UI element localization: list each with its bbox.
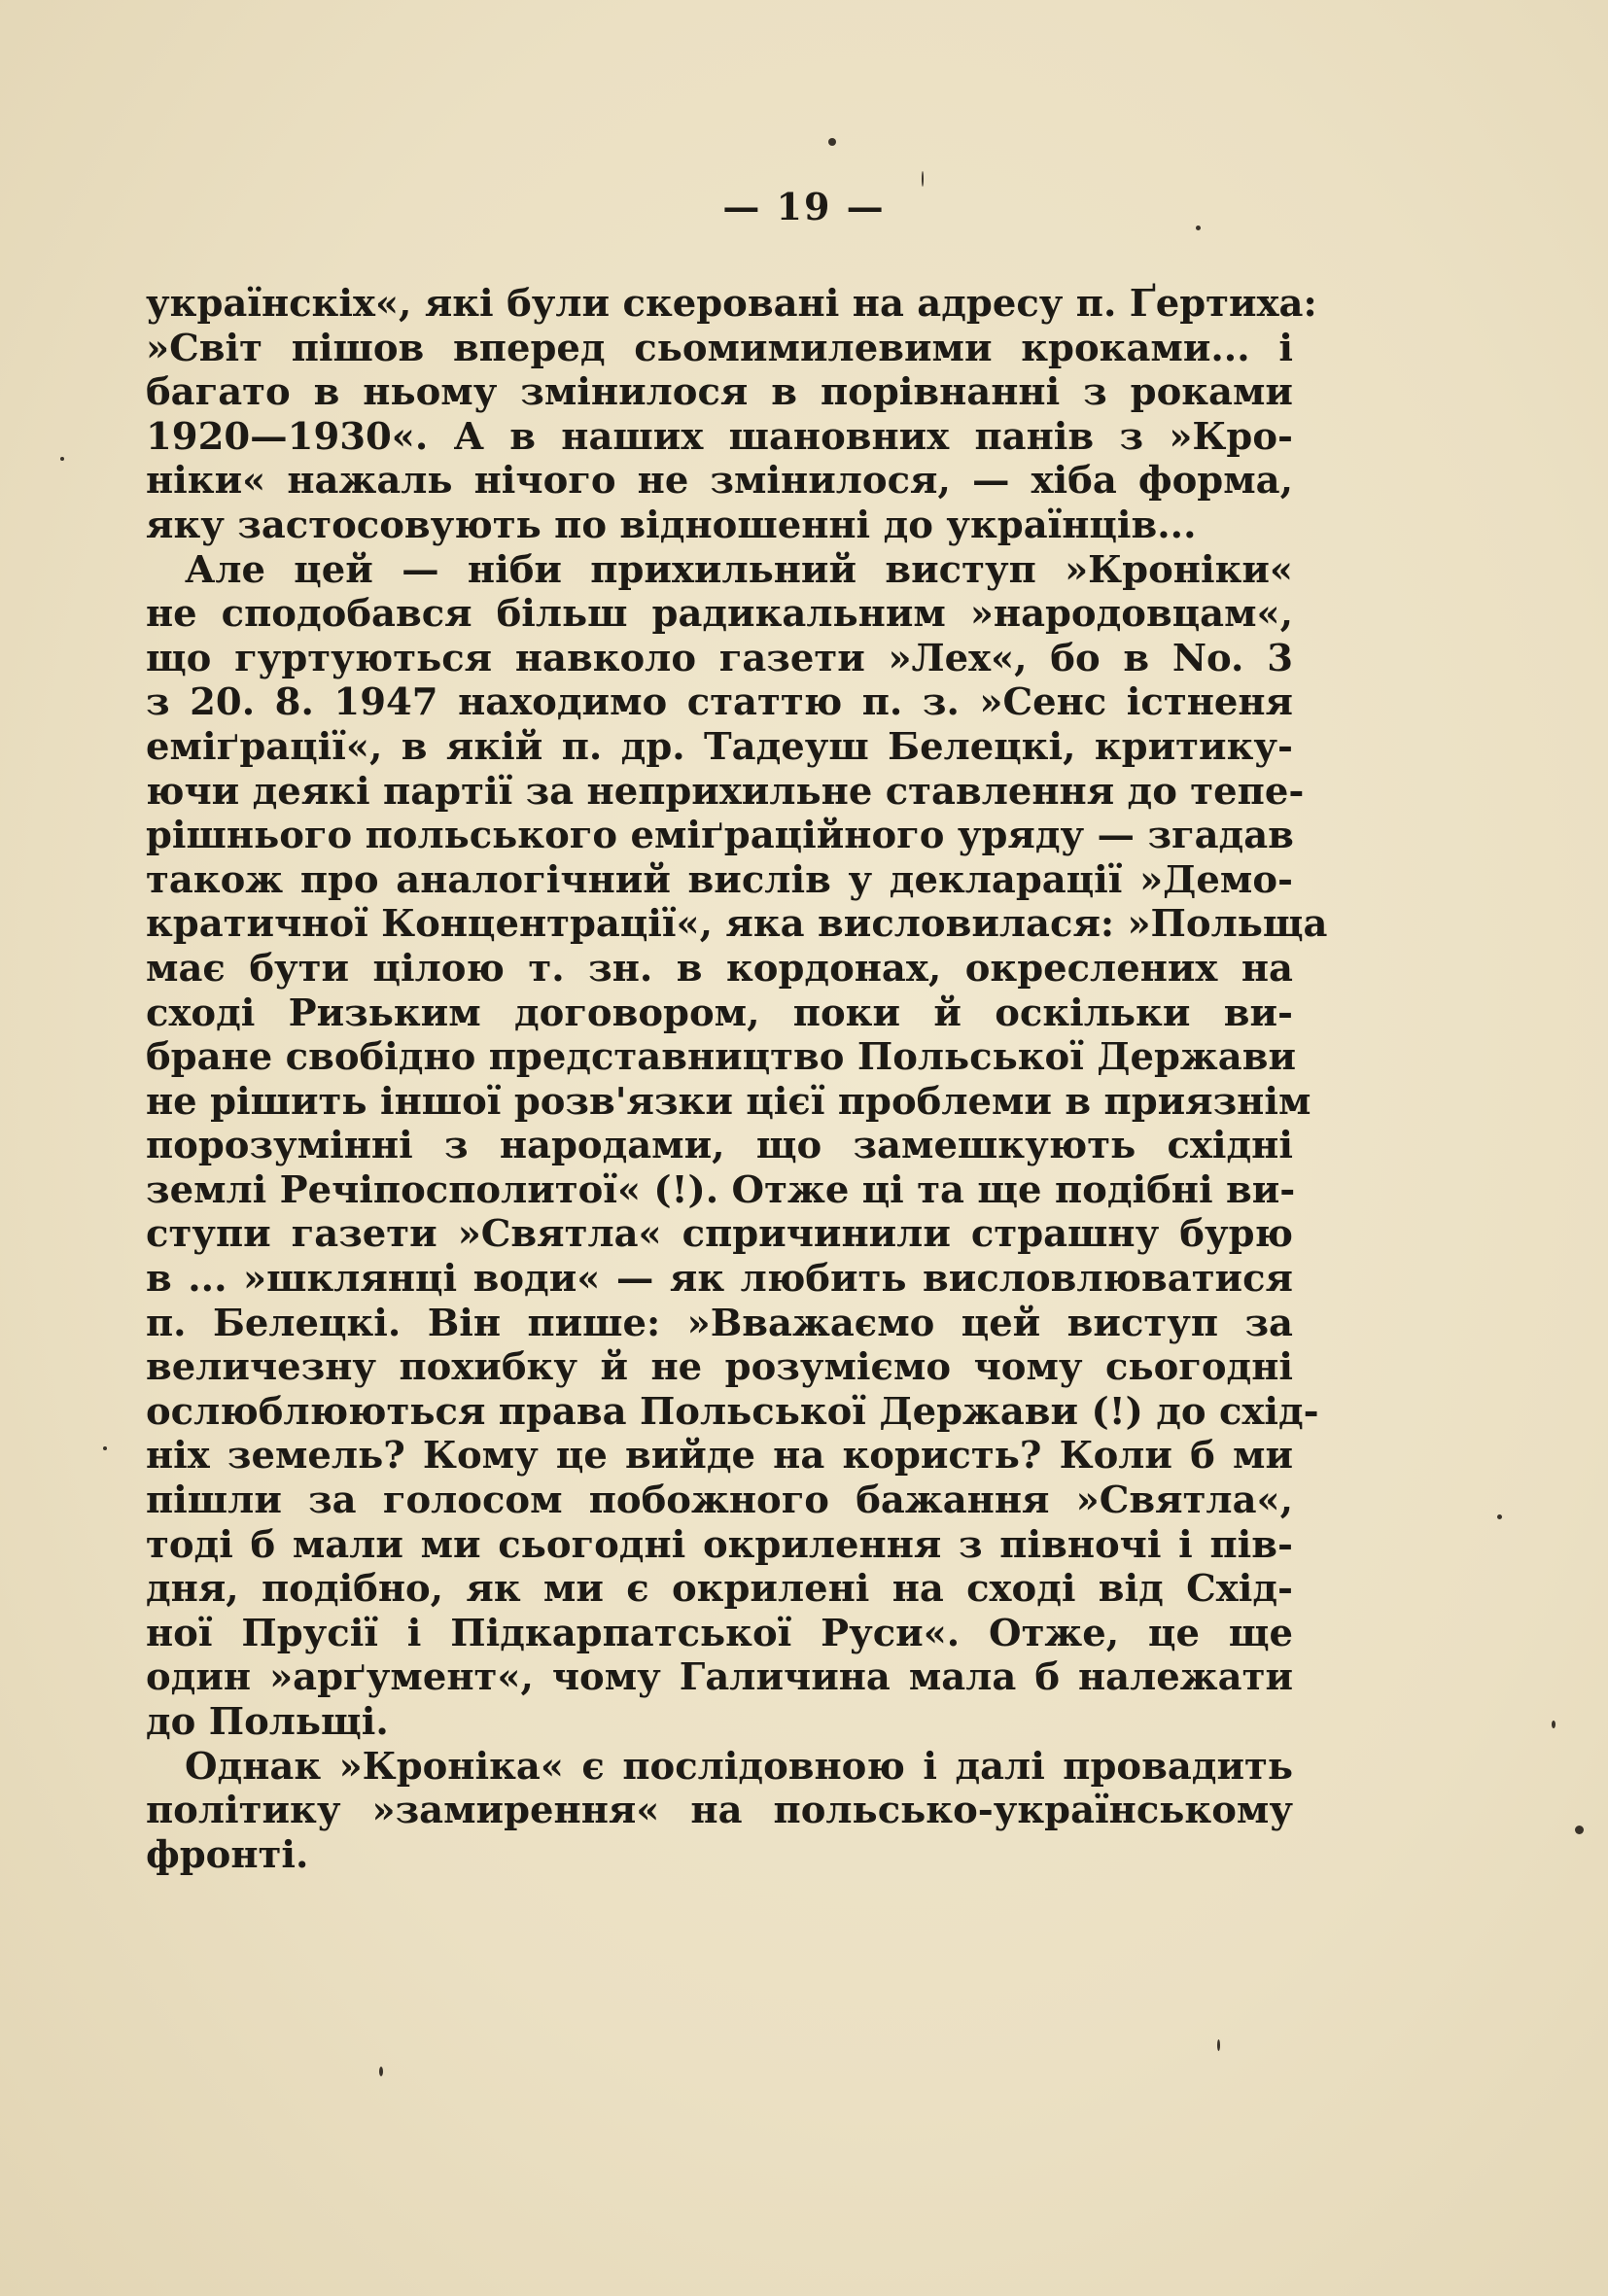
text-line: кратичної Концентрації«, яка висловилася: »Польща xyxy=(146,902,1328,947)
body-text xyxy=(146,282,1328,1877)
paragraph-1 xyxy=(146,282,1317,548)
paper-speck xyxy=(103,1446,107,1450)
text-line: ної Прусії і Підкарпатської Руси«. Отже, це ще xyxy=(146,1611,1293,1655)
text-line: бране свобідно представництво Польської Держави xyxy=(146,1035,1297,1080)
text-line: один »арґумент«, чому Галичина мала б належати xyxy=(146,1655,1293,1700)
text-line: ючи деякі партії за неприхильне ставлення до тепе- xyxy=(146,769,1305,814)
text-line: ослюблюються права Польської Держави (!) до схід- xyxy=(146,1389,1319,1434)
paper-speck xyxy=(922,171,924,187)
page-number: — 19 — xyxy=(722,185,886,228)
text-line: п. Белецкі. Він пише: »Вважаємо цей виступ за xyxy=(146,1301,1293,1345)
text-line: не рішить іншої розв'язки цієї проблеми в приязнім xyxy=(146,1079,1311,1124)
text-line: 1920—1930«. А в наших шановних панів з »Кро- xyxy=(146,414,1293,459)
text-line: яку застосовують по відношенні до українців... xyxy=(146,503,1197,547)
paragraph-3 xyxy=(146,1745,1293,1878)
text-line: з 20. 8. 1947 находимо статтю п. з. »Сенс істненя xyxy=(146,680,1293,725)
paper-speck xyxy=(60,457,64,461)
text-line: тоді б мали ми сьогодні окрилення з півночі і пів- xyxy=(146,1522,1293,1567)
text-line: Однак »Кроніка« є послідовною і далі провадить xyxy=(185,1744,1293,1789)
paragraph-2 xyxy=(146,547,1328,1745)
text-line: пішли за голосом побожного бажання »Святла«, xyxy=(146,1478,1293,1523)
text-line: величезну похибку й не розуміємо чому сьогодні xyxy=(146,1345,1293,1390)
text-line: українскіх«, які були скеровані на адресу п. Ґертиха: xyxy=(146,282,1317,326)
text-line: в ... »шклянці води« — як любить висловлюватися xyxy=(146,1257,1293,1302)
text-line: політику »замирення« на польсько-українському xyxy=(146,1789,1293,1833)
text-line: має бути цілою т. зн. в кордонах, окреслених на xyxy=(146,946,1293,991)
text-line: ніки« нажаль нічого не змінилося, — хіба форма, xyxy=(146,459,1293,504)
text-line: рішнього польського еміґраційного уряду — згадав xyxy=(146,814,1294,858)
text-line: ступи газети »Святла« спричинили страшну бурю xyxy=(146,1212,1293,1257)
text-line: не сподобався більш радикальним »народовцам«, xyxy=(146,592,1293,637)
text-line: ніх земель? Кому це вийде на користь? Коли б ми xyxy=(146,1434,1293,1478)
text-line: еміґрації«, в якій п. др. Тадеуш Белецкі, критику- xyxy=(146,724,1293,769)
text-line: землі Речіпосполитої« (!). Отже ці та ще подібні ви- xyxy=(146,1167,1296,1212)
text-line: порозумінні з народами, що замешкують східні xyxy=(146,1124,1293,1168)
paper-speck xyxy=(1217,2039,1220,2051)
paper-speck xyxy=(379,2067,383,2076)
paper-speck xyxy=(1497,1514,1502,1519)
text-line: що гуртуються навколо газети »Лех«, бо в No. 3 xyxy=(146,636,1293,680)
text-line: Але цей — ніби прихильний виступ »Кроніки« xyxy=(185,547,1293,592)
text-line: дня, подібно, як ми є окрилені на сході від Схід- xyxy=(146,1567,1293,1612)
text-line: »Світ пішов вперед сьомимилевими кроками... і xyxy=(146,326,1293,370)
paper-speck xyxy=(828,138,836,146)
paper-speck xyxy=(1196,226,1201,230)
text-line: фронті. xyxy=(146,1832,309,1877)
text-line: також про аналогічний вислів у декларації »Демо- xyxy=(146,857,1293,902)
text-line: сході Ризьким договором, поки й оскільки ви- xyxy=(146,991,1293,1035)
paper-speck xyxy=(1575,1826,1584,1834)
text-line: багато в ньому змінилося в порівнанні з роками xyxy=(146,370,1293,415)
text-line: до Польщі. xyxy=(146,1700,389,1744)
paper-speck xyxy=(1552,1721,1556,1728)
